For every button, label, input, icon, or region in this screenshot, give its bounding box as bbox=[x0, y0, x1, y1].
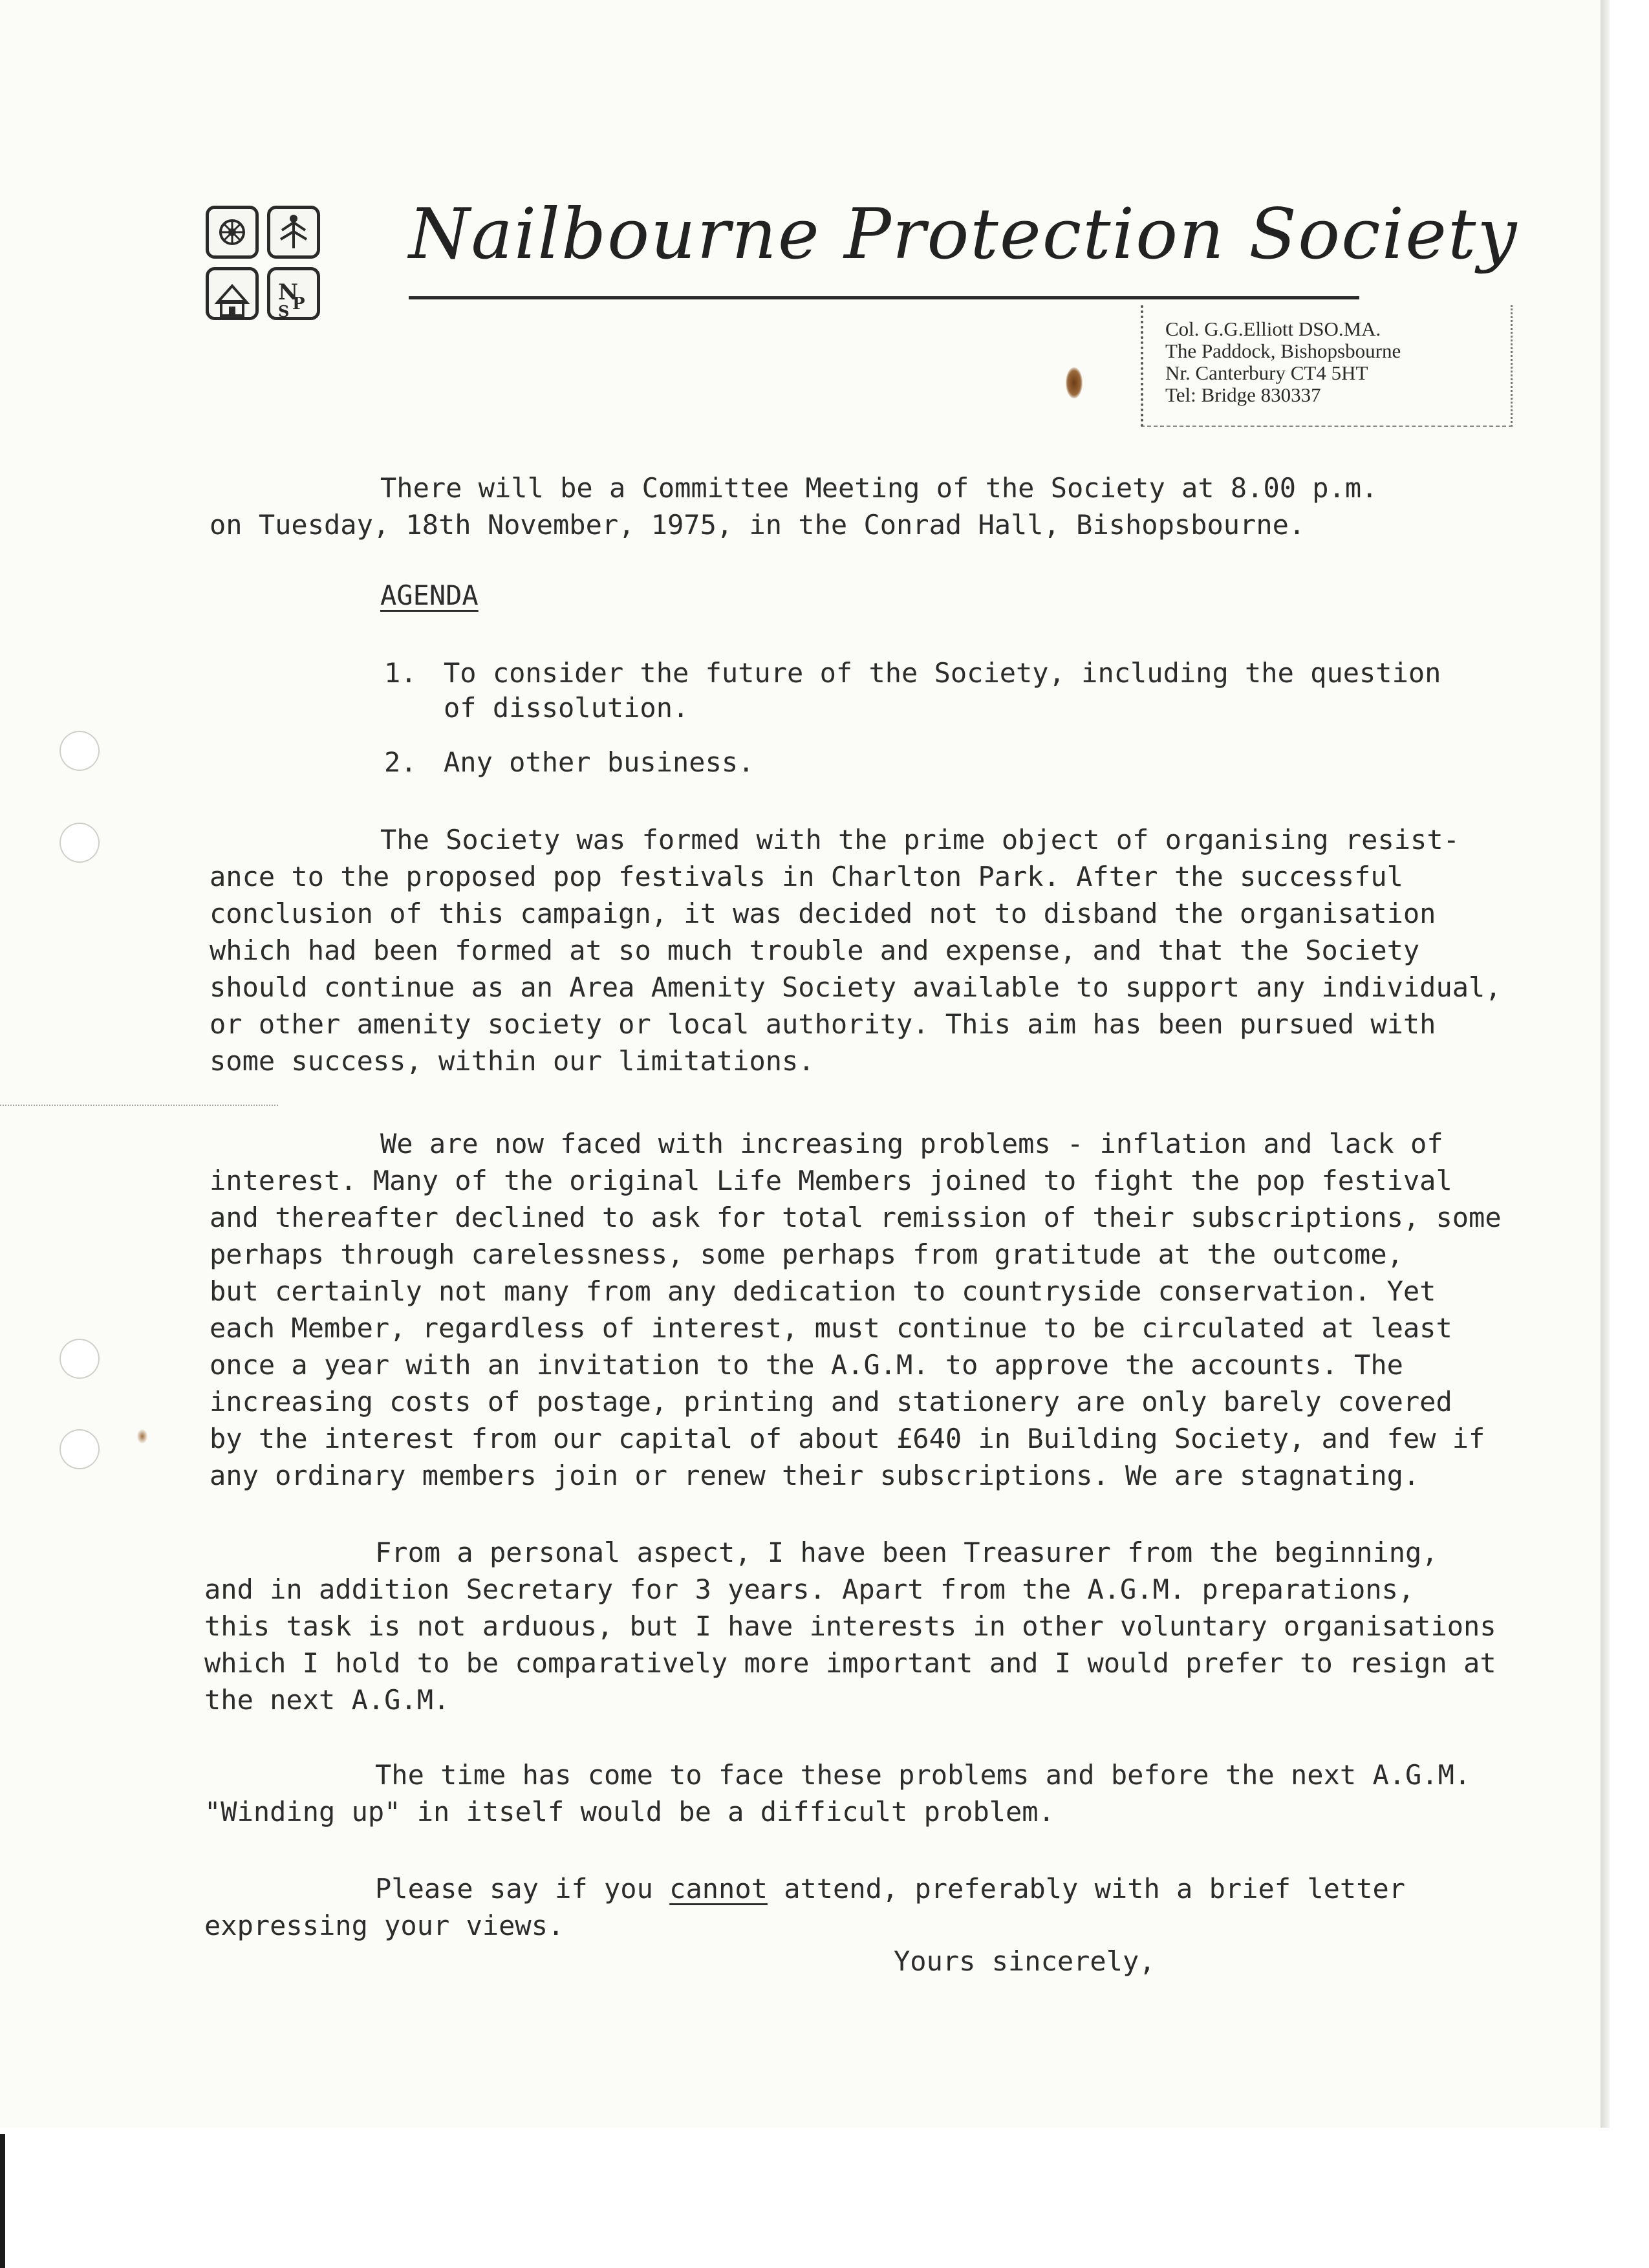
closing-text: Please say if you bbox=[375, 1873, 653, 1905]
paragraph-line: some success, within our limitations. bbox=[210, 1045, 815, 1077]
svg-text:P: P bbox=[292, 294, 305, 314]
paragraph-line: We are now faced with increasing problems - inflation and lack of bbox=[380, 1128, 1443, 1160]
agenda-item-line: of dissolution. bbox=[444, 692, 689, 724]
paragraph-line: The Society was formed with the prime object of organising resist- bbox=[380, 824, 1460, 856]
paragraph-line: and thereafter declined to ask for total remission of their subscriptions, some bbox=[210, 1202, 1502, 1233]
paragraph-line: but certainly not many from any dedication to countryside conservation. Yet bbox=[210, 1275, 1436, 1307]
paragraph-line: interest. Many of the original Life Members joined to fight the pop festival bbox=[210, 1165, 1452, 1196]
scan-shadow bbox=[0, 2134, 5, 2268]
address-line: Nr. Canterbury CT4 5HT bbox=[1165, 362, 1368, 384]
intro-line: on Tuesday, 18th November, 1975, in the Conrad Hall, Bishopsbourne. bbox=[210, 509, 1306, 541]
agenda-item-line: Any other business. bbox=[444, 746, 755, 778]
paragraph-line: "Winding up" in itself would be a difficult problem. bbox=[204, 1796, 1055, 1828]
closing-line bbox=[375, 1870, 1405, 1907]
address-line: The Paddock, Bishopsbourne bbox=[1165, 340, 1401, 362]
paragraph-line: which had been formed at so much trouble and expense, and that the Society bbox=[210, 934, 1420, 966]
punch-hole bbox=[59, 1339, 100, 1379]
agenda-heading: AGENDA bbox=[380, 579, 479, 611]
stain-mark bbox=[1066, 367, 1083, 398]
address-line: Tel: Bridge 830337 bbox=[1165, 383, 1321, 406]
paragraph-line: any ordinary members join or renew their subscriptions. We are stagnating. bbox=[210, 1460, 1420, 1491]
scan-margin bbox=[0, 2128, 1649, 2268]
intro-line: There will be a Committee Meeting of the Society at 8.00 p.m. bbox=[380, 472, 1378, 504]
society-title: Nailbourne Protection Society bbox=[409, 194, 1518, 275]
punch-hole bbox=[59, 1429, 100, 1469]
stain-mark bbox=[137, 1429, 147, 1443]
sender-address bbox=[1141, 305, 1513, 427]
agenda-item-line: To consider the future of the Society, including the question bbox=[444, 657, 1441, 689]
paragraph-line: each Member, regardless of interest, must continue to be circulated at least bbox=[210, 1312, 1452, 1344]
paragraph-line: conclusion of this campaign, it was decided not to disband the organisation bbox=[210, 898, 1436, 929]
punch-hole bbox=[59, 731, 100, 771]
agenda-item-number: 1. bbox=[384, 657, 417, 689]
paragraph-line: this task is not arduous, but I have interests in other voluntary organisations bbox=[204, 1610, 1496, 1642]
punch-hole bbox=[59, 823, 100, 863]
signoff: Yours sincerely, bbox=[894, 1945, 1156, 1977]
paragraph-line: ance to the proposed pop festivals in Charlton Park. After the successful bbox=[210, 861, 1403, 892]
paragraph-line: or other amenity society or local authority. This aim has been pursued with bbox=[210, 1008, 1436, 1040]
fold-line bbox=[0, 1105, 278, 1106]
paragraph-line: by the interest from our capital of about £640 in Building Society, and few if bbox=[210, 1423, 1485, 1454]
paragraph-line: once a year with an invitation to the A.G.M. to approve the accounts. The bbox=[210, 1349, 1403, 1381]
closing-text: attend, preferably with a brief letter bbox=[784, 1873, 1406, 1905]
paper-edge bbox=[1600, 0, 1610, 2268]
paragraph-line: The time has come to face these problems and before the next A.G.M. bbox=[375, 1759, 1471, 1791]
agenda-item-number: 2. bbox=[384, 746, 417, 778]
society-logo bbox=[206, 206, 325, 325]
svg-text:N: N bbox=[278, 279, 299, 305]
svg-text:S: S bbox=[278, 302, 290, 321]
logo-emblem-icon bbox=[206, 206, 325, 325]
title-divider bbox=[409, 296, 1359, 299]
paragraph-line: the next A.G.M. bbox=[204, 1684, 450, 1716]
paragraph-line: and in addition Secretary for 3 years. Apart from the A.G.M. preparations, bbox=[204, 1573, 1415, 1605]
address-line: Col. G.G.Elliott DSO.MA. bbox=[1165, 318, 1381, 340]
paragraph-line: which I hold to be comparatively more important and I would prefer to resign at bbox=[204, 1647, 1496, 1679]
paragraph-line: increasing costs of postage, printing and stationery are only barely covered bbox=[210, 1386, 1452, 1418]
closing-emphasis: cannot bbox=[669, 1873, 768, 1905]
paragraph-line: should continue as an Area Amenity Society available to support any individual, bbox=[210, 971, 1502, 1003]
closing-line: expressing your views. bbox=[204, 1910, 565, 1941]
paragraph-line: perhaps through carelessness, some perhaps from gratitude at the outcome, bbox=[210, 1238, 1403, 1270]
paragraph-line: From a personal aspect, I have been Treasurer from the beginning, bbox=[375, 1537, 1438, 1568]
